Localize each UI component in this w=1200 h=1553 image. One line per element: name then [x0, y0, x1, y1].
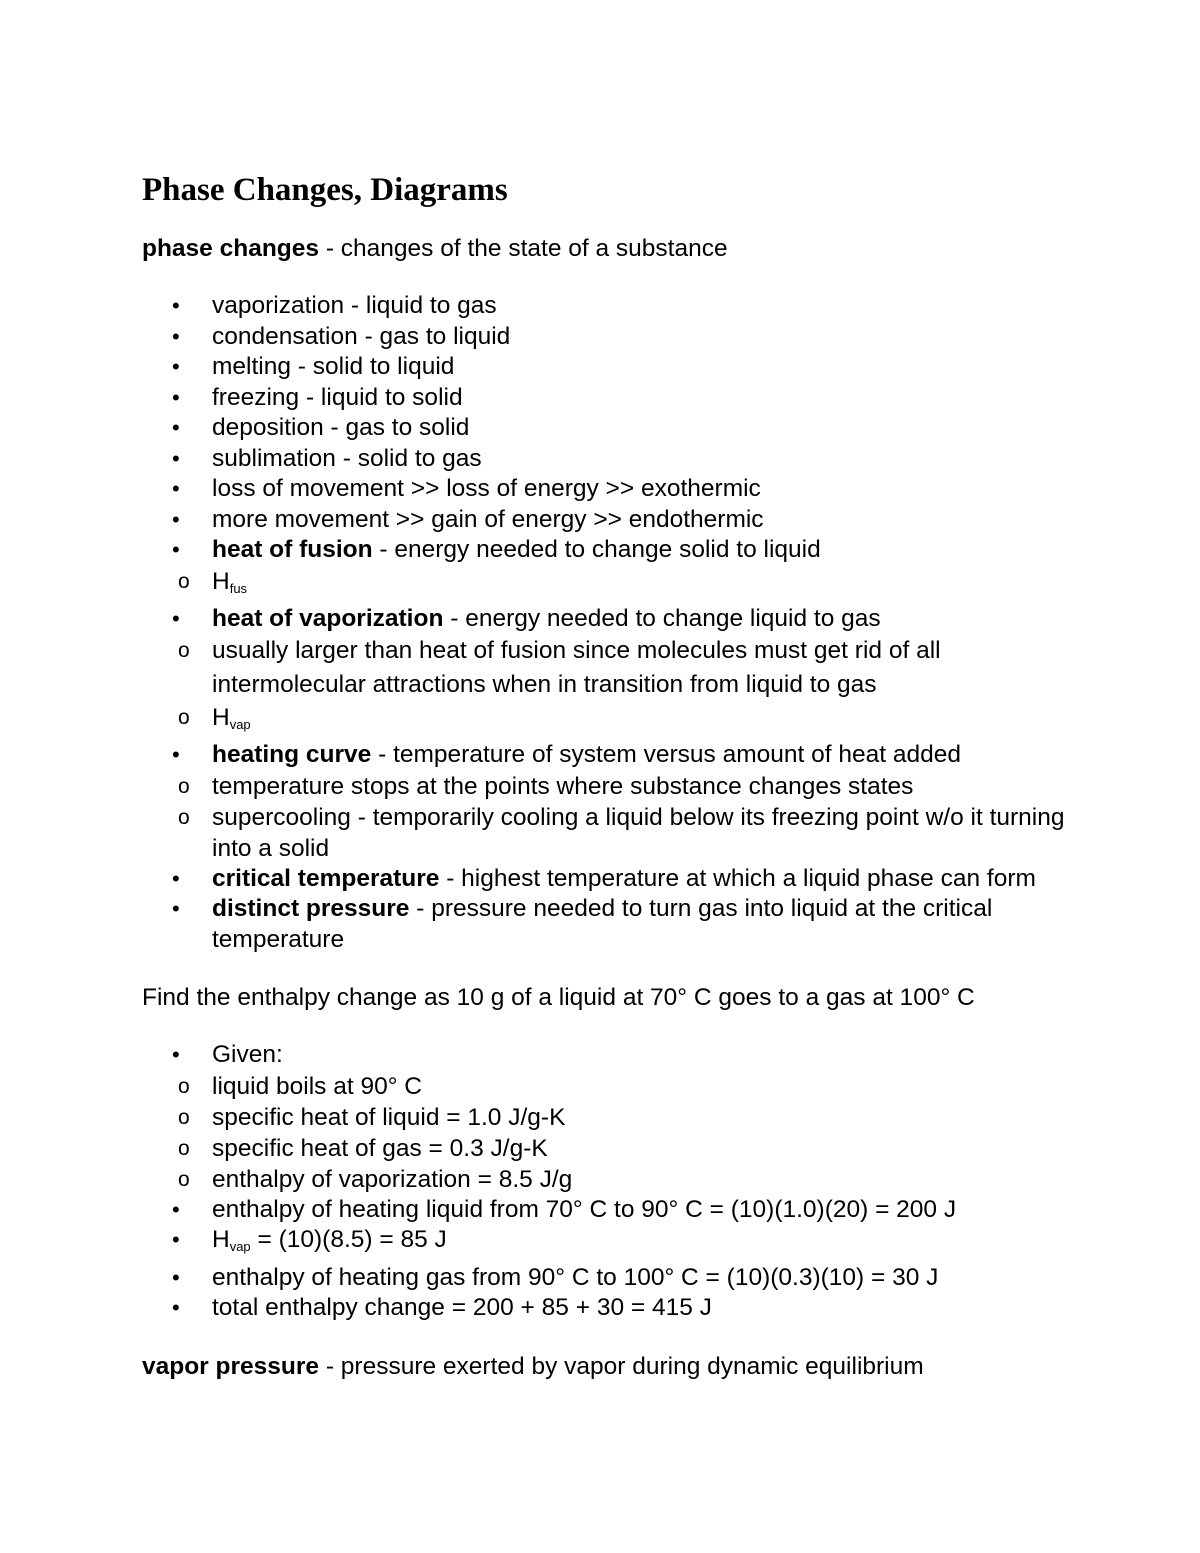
given-label: Given: — [212, 1041, 283, 1068]
step-liquid: • enthalpy of heating liquid from 70° C to 90° C = (10)(1.0)(20) = 200 J — [142, 1195, 1072, 1226]
list-item: • melting - solid to liquid — [142, 352, 1072, 383]
symbol-h: H — [212, 567, 230, 595]
symbol-subscript: fus — [229, 580, 248, 596]
list-item-heating-curve — [142, 740, 1072, 864]
intro-def: - changes of the state of a substance — [319, 235, 728, 262]
given-item: o specific heat of liquid = 1.0 J/g-K — [142, 1102, 1072, 1133]
intro-term: phase changes — [142, 235, 320, 262]
vaporization-term: heat of vaporization — [212, 604, 444, 632]
distinct-term: distinct pressure — [212, 895, 410, 922]
heating-note: o temperature stops at the points where substance changes states — [142, 771, 1072, 802]
given-sublist — [142, 1071, 1072, 1195]
list-item-heat-of-fusion — [142, 535, 1072, 604]
given-item: o specific heat of gas = 0.3 J/g-K — [142, 1133, 1072, 1164]
symbol-h: H — [212, 1226, 230, 1253]
fusion-sublist — [142, 566, 1072, 604]
vapor-term: vapor pressure — [142, 1352, 320, 1380]
heating-def: - temperature of system versus amount of heat added — [371, 741, 961, 768]
given-item: o liquid boils at 90° C — [142, 1071, 1072, 1102]
critical-term: critical temperature — [212, 864, 440, 892]
symbol-h: H — [212, 704, 230, 731]
heating-note: o supercooling - temporarily cooling a liquid below its freezing point w/o it turning into a solid — [142, 802, 1072, 864]
fusion-symbol — [142, 566, 1072, 604]
symbol-subscript: vap — [229, 717, 251, 732]
intro-paragraph — [142, 233, 1072, 264]
list-item-critical-temperature — [142, 864, 1072, 895]
step-hvap — [142, 1225, 1072, 1263]
list-item-distinct-pressure — [142, 894, 1072, 955]
vapor-pressure-paragraph — [142, 1351, 1072, 1382]
list-item: • freezing - liquid to solid — [142, 383, 1072, 414]
solution-list — [142, 1040, 1072, 1324]
step-gas: • enthalpy of heating gas from 90° C to 100° C = (10)(0.3)(10) = 30 J — [142, 1263, 1072, 1294]
critical-def: - highest temperature at which a liquid phase can form — [439, 864, 1036, 892]
list-item: • sublimation - solid to gas — [142, 444, 1072, 475]
heating-sublist — [142, 771, 1072, 864]
hvap-value: = (10)(8.5) = 85 J — [250, 1226, 447, 1253]
list-item: • more movement >> gain of energy >> endothermic — [142, 505, 1072, 536]
vaporization-sublist — [142, 634, 1072, 740]
symbol-subscript: vap — [229, 1239, 251, 1254]
vaporization-def: - energy needed to change liquid to gas — [443, 604, 881, 632]
vaporization-note: o usually larger than heat of fusion since molecules must get rid of all intermolecular attractions when in transition from liquid to gas — [142, 634, 1072, 702]
page-title: Phase Changes, Diagrams — [142, 172, 508, 208]
vaporization-symbol — [142, 702, 1072, 740]
list-item-given — [142, 1040, 1072, 1195]
fusion-def: - energy needed to change solid to liquid — [372, 536, 821, 563]
fusion-term: heat of fusion — [212, 536, 373, 563]
distinct-def: - pressure needed to turn gas into liquid at the critical temperature — [212, 895, 993, 953]
heating-term: heating curve — [212, 741, 372, 768]
vapor-def: - pressure exerted by vapor during dynamic equilibrium — [319, 1352, 924, 1380]
phase-change-list — [142, 291, 1072, 955]
list-item: • loss of movement >> loss of energy >> exothermic — [142, 474, 1072, 505]
list-item: • condensation - gas to liquid — [142, 322, 1072, 353]
problem-statement: Find the enthalpy change as 10 g of a liquid at 70° C goes to a gas at 100° C — [142, 984, 975, 1011]
list-item-heat-of-vaporization — [142, 604, 1072, 741]
list-item: • deposition - gas to solid — [142, 413, 1072, 444]
step-total: • total enthalpy change = 200 + 85 + 30 = 415 J — [142, 1293, 1072, 1324]
given-item: o enthalpy of vaporization = 8.5 J/g — [142, 1164, 1072, 1195]
list-item: • vaporization - liquid to gas — [142, 291, 1072, 322]
document-page — [142, 170, 1072, 1382]
